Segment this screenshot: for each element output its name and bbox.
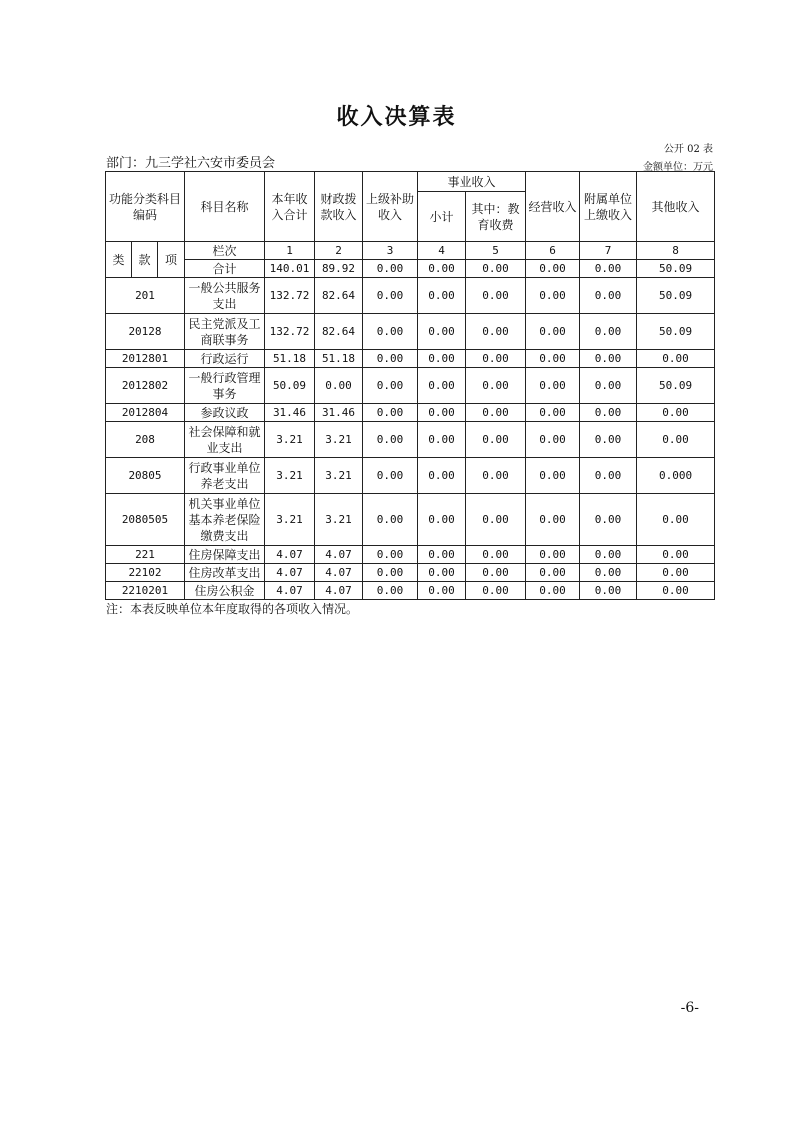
row-value: 0.00 bbox=[580, 278, 637, 314]
row-value: 0.00 bbox=[637, 546, 715, 564]
header-kuan: 款 bbox=[132, 242, 158, 278]
row-value: 0.00 bbox=[526, 278, 580, 314]
row-value: 0.00 bbox=[466, 404, 526, 422]
row-name: 住房公积金 bbox=[185, 582, 265, 600]
row-value: 0.00 bbox=[363, 494, 418, 546]
table-row bbox=[106, 350, 715, 368]
header-edu: 其中：教育收费 bbox=[466, 192, 526, 242]
row-value: 0.00 bbox=[526, 564, 580, 582]
row-value: 0.00 bbox=[363, 546, 418, 564]
row-code: 208 bbox=[106, 422, 185, 458]
row-value: 140.01 bbox=[265, 260, 315, 278]
row-value: 0.00 bbox=[363, 582, 418, 600]
row-value: 50.09 bbox=[637, 278, 715, 314]
row-value: 0.00 bbox=[580, 314, 637, 350]
row-value: 50.09 bbox=[637, 260, 715, 278]
row-value: 0.00 bbox=[363, 314, 418, 350]
row-value: 0.00 bbox=[363, 368, 418, 404]
row-code: 2210201 bbox=[106, 582, 185, 600]
col-num: 4 bbox=[418, 242, 466, 260]
row-code: 221 bbox=[106, 546, 185, 564]
row-value: 0.00 bbox=[418, 458, 466, 494]
row-value: 0.00 bbox=[466, 278, 526, 314]
table-row bbox=[106, 458, 715, 494]
unit-label: 金额单位：万元 bbox=[643, 162, 713, 173]
row-value: 0.00 bbox=[466, 368, 526, 404]
row-value: 0.00 bbox=[466, 314, 526, 350]
row-name: 参政议政 bbox=[185, 404, 265, 422]
row-value: 0.00 bbox=[418, 404, 466, 422]
row-value: 0.00 bbox=[526, 458, 580, 494]
row-value: 0.00 bbox=[466, 564, 526, 582]
table-note: 注：本表反映单位本年度取得的各项收入情况。 bbox=[106, 602, 359, 616]
header-column-no: 栏次 bbox=[185, 242, 265, 260]
col-num: 2 bbox=[315, 242, 363, 260]
row-value: 0.00 bbox=[466, 422, 526, 458]
page-number: -6- bbox=[680, 1000, 699, 1016]
row-value: 0.00 bbox=[637, 564, 715, 582]
row-value: 0.00 bbox=[363, 422, 418, 458]
table-row bbox=[106, 546, 715, 564]
row-value: 0.00 bbox=[363, 260, 418, 278]
row-value: 50.09 bbox=[637, 368, 715, 404]
row-value: 4.07 bbox=[265, 582, 315, 600]
row-value: 3.21 bbox=[315, 458, 363, 494]
header-fiscal: 财政拨款收入 bbox=[315, 172, 363, 242]
row-value: 4.07 bbox=[265, 546, 315, 564]
row-value: 0.00 bbox=[637, 494, 715, 546]
header-business: 事业收入 bbox=[418, 172, 526, 192]
row-name: 行政运行 bbox=[185, 350, 265, 368]
row-code: 2012802 bbox=[106, 368, 185, 404]
table-row bbox=[106, 278, 715, 314]
row-value: 89.92 bbox=[315, 260, 363, 278]
row-value: 0.00 bbox=[418, 368, 466, 404]
row-value: 0.00 bbox=[315, 368, 363, 404]
row-code: 22102 bbox=[106, 564, 185, 582]
row-name: 民主党派及工商联事务 bbox=[185, 314, 265, 350]
row-value: 0.00 bbox=[526, 314, 580, 350]
row-value: 3.21 bbox=[265, 422, 315, 458]
row-value: 4.07 bbox=[265, 564, 315, 582]
header-subtotal: 小计 bbox=[418, 192, 466, 242]
row-value: 4.07 bbox=[315, 564, 363, 582]
row-value: 0.00 bbox=[526, 368, 580, 404]
col-num: 1 bbox=[265, 242, 315, 260]
row-value: 0.00 bbox=[526, 260, 580, 278]
col-num: 6 bbox=[526, 242, 580, 260]
col-num: 3 bbox=[363, 242, 418, 260]
header-total: 本年收入合计 bbox=[265, 172, 315, 242]
row-value: 0.00 bbox=[466, 582, 526, 600]
row-name: 住房保障支出 bbox=[185, 546, 265, 564]
row-name: 社会保障和就业支出 bbox=[185, 422, 265, 458]
header-superior: 上级补助收入 bbox=[363, 172, 418, 242]
row-value: 0.00 bbox=[580, 350, 637, 368]
row-value: 0.00 bbox=[637, 404, 715, 422]
row-value: 31.46 bbox=[265, 404, 315, 422]
header-code: 功能分类科目编码 bbox=[106, 172, 185, 242]
row-value: 0.00 bbox=[363, 564, 418, 582]
col-num: 5 bbox=[466, 242, 526, 260]
row-value: 0.000 bbox=[637, 458, 715, 494]
table-row bbox=[106, 564, 715, 582]
row-value: 51.18 bbox=[265, 350, 315, 368]
row-value: 0.00 bbox=[418, 494, 466, 546]
row-value: 0.00 bbox=[526, 546, 580, 564]
row-value: 0.00 bbox=[418, 546, 466, 564]
row-name: 一般公共服务支出 bbox=[185, 278, 265, 314]
row-value: 3.21 bbox=[315, 494, 363, 546]
row-value: 3.21 bbox=[315, 422, 363, 458]
row-value: 0.00 bbox=[466, 350, 526, 368]
row-value: 0.00 bbox=[526, 582, 580, 600]
row-name: 合计 bbox=[185, 260, 265, 278]
row-value: 50.09 bbox=[265, 368, 315, 404]
row-value: 0.00 bbox=[526, 422, 580, 458]
header-lei: 类 bbox=[106, 242, 132, 278]
row-value: 0.00 bbox=[418, 314, 466, 350]
table-row bbox=[106, 404, 715, 422]
row-value: 0.00 bbox=[580, 404, 637, 422]
row-value: 50.09 bbox=[637, 314, 715, 350]
row-value: 0.00 bbox=[363, 404, 418, 422]
row-value: 0.00 bbox=[418, 564, 466, 582]
row-value: 0.00 bbox=[418, 422, 466, 458]
header-other: 其他收入 bbox=[637, 172, 715, 242]
table-row bbox=[106, 422, 715, 458]
row-value: 0.00 bbox=[466, 260, 526, 278]
row-code: 20128 bbox=[106, 314, 185, 350]
row-value: 0.00 bbox=[580, 546, 637, 564]
row-name: 住房改革支出 bbox=[185, 564, 265, 582]
row-value: 3.21 bbox=[265, 494, 315, 546]
row-value: 4.07 bbox=[315, 582, 363, 600]
row-value: 0.00 bbox=[418, 582, 466, 600]
row-value: 0.00 bbox=[363, 278, 418, 314]
row-value: 0.00 bbox=[580, 260, 637, 278]
row-value: 132.72 bbox=[265, 314, 315, 350]
row-code: 20805 bbox=[106, 458, 185, 494]
row-value: 0.00 bbox=[637, 422, 715, 458]
row-value: 0.00 bbox=[466, 546, 526, 564]
row-value: 51.18 bbox=[315, 350, 363, 368]
header-affiliated: 附属单位上缴收入 bbox=[580, 172, 637, 242]
row-code: 2080505 bbox=[106, 494, 185, 546]
row-code: 201 bbox=[106, 278, 185, 314]
row-value: 0.00 bbox=[637, 350, 715, 368]
row-value: 0.00 bbox=[466, 458, 526, 494]
row-value: 4.07 bbox=[315, 546, 363, 564]
row-value: 0.00 bbox=[418, 278, 466, 314]
row-value: 0.00 bbox=[580, 422, 637, 458]
form-number: 公开 02 表 bbox=[663, 144, 713, 155]
row-name: 一般行政管理事务 bbox=[185, 368, 265, 404]
row-value: 0.00 bbox=[418, 350, 466, 368]
row-name: 行政事业单位养老支出 bbox=[185, 458, 265, 494]
row-value: 132.72 bbox=[265, 278, 315, 314]
table-row bbox=[106, 368, 715, 404]
row-value: 0.00 bbox=[526, 350, 580, 368]
row-value: 82.64 bbox=[315, 278, 363, 314]
department-label: 部门：九三学社六安市委员会 bbox=[106, 156, 276, 171]
row-value: 0.00 bbox=[580, 564, 637, 582]
table-row bbox=[106, 582, 715, 600]
row-value: 0.00 bbox=[466, 494, 526, 546]
header-xiang: 项 bbox=[158, 242, 185, 278]
row-name: 机关事业单位基本养老保险缴费支出 bbox=[185, 494, 265, 546]
income-table bbox=[105, 171, 715, 600]
row-value: 0.00 bbox=[580, 494, 637, 546]
row-value: 0.00 bbox=[580, 582, 637, 600]
row-value: 0.00 bbox=[580, 368, 637, 404]
row-value: 31.46 bbox=[315, 404, 363, 422]
header-operating: 经营收入 bbox=[526, 172, 580, 242]
row-value: 0.00 bbox=[637, 582, 715, 600]
row-value: 82.64 bbox=[315, 314, 363, 350]
col-num: 7 bbox=[580, 242, 637, 260]
row-value: 0.00 bbox=[526, 494, 580, 546]
row-value: 0.00 bbox=[418, 260, 466, 278]
row-value: 0.00 bbox=[526, 404, 580, 422]
row-value: 0.00 bbox=[363, 458, 418, 494]
header-name: 科目名称 bbox=[185, 172, 265, 242]
col-num: 8 bbox=[637, 242, 715, 260]
row-value: 3.21 bbox=[265, 458, 315, 494]
row-code: 2012804 bbox=[106, 404, 185, 422]
table-row bbox=[106, 314, 715, 350]
table-row bbox=[106, 260, 715, 278]
row-code: 2012801 bbox=[106, 350, 185, 368]
row-value: 0.00 bbox=[363, 350, 418, 368]
page-title: 收入决算表 bbox=[336, 104, 457, 130]
row-value: 0.00 bbox=[580, 458, 637, 494]
table-row bbox=[106, 494, 715, 546]
